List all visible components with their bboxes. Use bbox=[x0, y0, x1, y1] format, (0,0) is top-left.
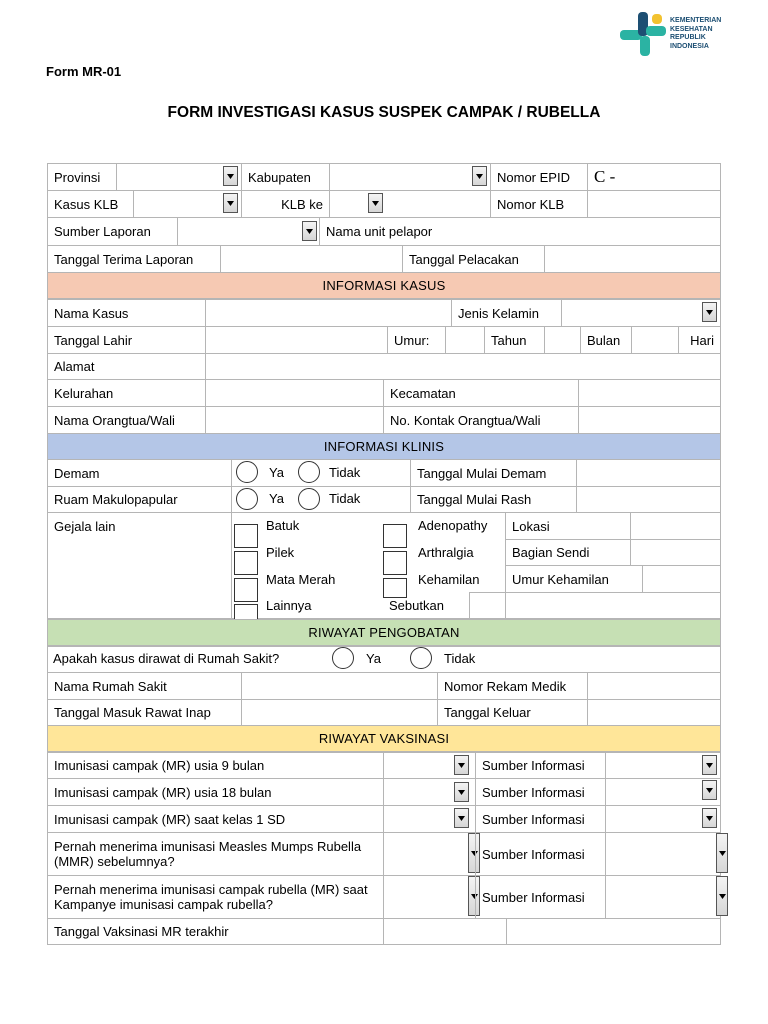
vaksin-field[interactable] bbox=[383, 875, 476, 919]
dirawat-ya-label: Ya bbox=[366, 651, 381, 666]
sumber-informasi-label: Sumber Informasi bbox=[475, 832, 606, 876]
kasus-klb-label: Kasus KLB bbox=[47, 190, 134, 218]
umur-bulan-field[interactable] bbox=[544, 326, 581, 354]
adenopathy-label: Adenopathy bbox=[418, 518, 488, 533]
sumber-laporan-field[interactable] bbox=[177, 217, 320, 246]
chevron-down-icon bbox=[227, 201, 234, 206]
chevron-down-icon bbox=[372, 201, 379, 206]
sumber-informasi-field[interactable] bbox=[605, 832, 721, 876]
demam-label: Demam bbox=[47, 459, 232, 487]
sebutkan-field[interactable] bbox=[469, 592, 721, 619]
provinsi-dropdown-button[interactable] bbox=[223, 166, 238, 186]
logo-line: KEMENTERIAN bbox=[670, 17, 722, 24]
batuk-checkbox[interactable] bbox=[234, 524, 258, 548]
sumber-informasi-label: Sumber Informasi bbox=[475, 752, 606, 779]
tanggal-pelacakan-field[interactable] bbox=[544, 245, 721, 273]
sebutkan-label: Sebutkan bbox=[389, 598, 444, 613]
kehamilan-checkbox[interactable] bbox=[383, 578, 407, 598]
lainnya-label: Lainnya bbox=[266, 598, 312, 613]
kemenkes-logo bbox=[620, 10, 730, 60]
tgl-mulai-rash-label: Tanggal Mulai Rash bbox=[410, 486, 577, 513]
vaksin-row-label: Pernah menerima imunisasi campak rubella (MR) saat Kampanye imunisasi campak rubella? bbox=[47, 875, 384, 919]
lokasi-label: Lokasi bbox=[505, 512, 631, 540]
logo-line: REPUBLIK bbox=[670, 34, 706, 41]
demam-ya-label: Ya bbox=[269, 465, 284, 480]
tgl-masuk-label: Tanggal Masuk Rawat Inap bbox=[47, 699, 242, 726]
lokasi-field[interactable] bbox=[630, 512, 721, 540]
logo-line: INDONESIA bbox=[670, 42, 709, 50]
nama-unit-pelapor-label: Nama unit pelapor bbox=[319, 217, 721, 246]
tgl-keluar-field[interactable] bbox=[587, 699, 721, 726]
chevron-down-icon bbox=[227, 174, 234, 179]
sumber-laporan-label: Sumber Laporan bbox=[47, 217, 178, 246]
kabupaten-label: Kabupaten bbox=[241, 163, 330, 191]
tgl-masuk-field[interactable] bbox=[241, 699, 438, 726]
mata-merah-checkbox[interactable] bbox=[234, 578, 258, 602]
section-riwayat-pengobatan: RIWAYAT PENGOBATAN bbox=[47, 619, 721, 646]
chevron-down-icon bbox=[706, 816, 713, 821]
jenis-kelamin-dropdown-button[interactable] bbox=[702, 302, 717, 322]
vaksin-row-label: Imunisasi campak (MR) saat kelas 1 SD bbox=[47, 805, 384, 833]
chevron-down-icon bbox=[458, 763, 465, 768]
logo-line: KESEHATAN bbox=[670, 25, 713, 33]
chevron-down-icon bbox=[458, 816, 465, 821]
tahun-label: Tahun bbox=[484, 326, 545, 354]
nama-rs-field[interactable] bbox=[241, 672, 438, 700]
batuk-label: Batuk bbox=[266, 518, 300, 533]
sumber-informasi-label: Sumber Informasi bbox=[475, 805, 606, 833]
tgl-vaksinasi-terakhir-label: Tanggal Vaksinasi MR terakhir bbox=[47, 918, 384, 945]
umur-kehamilan-label: Umur Kehamilan bbox=[505, 565, 643, 593]
vaksin-row-label: Imunisasi campak (MR) usia 9 bulan bbox=[47, 752, 384, 779]
ruam-tidak-radio[interactable] bbox=[298, 488, 320, 510]
vaksin-dropdown-button[interactable] bbox=[454, 808, 469, 828]
chevron-down-icon bbox=[719, 851, 726, 856]
pilek-checkbox[interactable] bbox=[234, 551, 258, 575]
nama-orangtua-field[interactable] bbox=[205, 406, 384, 434]
nomor-rekam-label: Nomor Rekam Medik bbox=[437, 672, 588, 700]
hari-label: Hari bbox=[678, 326, 721, 354]
vaksin-row-label: Imunisasi campak (MR) usia 18 bulan bbox=[47, 778, 384, 806]
kelurahan-field[interactable] bbox=[205, 379, 384, 407]
tanggal-terima-label: Tanggal Terima Laporan bbox=[47, 245, 221, 273]
sumber-dropdown-button[interactable] bbox=[702, 755, 717, 775]
chevron-down-icon bbox=[719, 894, 726, 899]
umur-hari-field[interactable] bbox=[631, 326, 679, 354]
klb-ke-dropdown-button[interactable] bbox=[368, 193, 383, 213]
kontak-orangtua-field[interactable] bbox=[578, 406, 721, 434]
vaksin-field[interactable] bbox=[383, 832, 476, 876]
demam-tidak-radio[interactable] bbox=[298, 461, 320, 483]
jenis-kelamin-label: Jenis Kelamin bbox=[451, 299, 562, 327]
kabupaten-field[interactable] bbox=[329, 163, 491, 191]
kabupaten-dropdown-button[interactable] bbox=[472, 166, 487, 186]
pilek-label: Pilek bbox=[266, 545, 295, 560]
bulan-label: Bulan bbox=[580, 326, 632, 354]
logo-text bbox=[670, 17, 721, 51]
nama-orangtua-label: Nama Orangtua/Wali bbox=[47, 406, 206, 434]
nama-kasus-field[interactable] bbox=[205, 299, 452, 327]
kontak-orangtua-label: No. Kontak Orangtua/Wali bbox=[383, 406, 579, 434]
ruam-label: Ruam Makulopapular bbox=[47, 486, 232, 513]
dirawat-tidak-label: Tidak bbox=[444, 651, 476, 666]
arthralgia-checkbox[interactable] bbox=[383, 551, 407, 575]
tgl-keluar-label: Tanggal Keluar bbox=[437, 699, 588, 726]
section-informasi-klinis: INFORMASI KLINIS bbox=[47, 433, 721, 460]
kehamilan-label: Kehamilan bbox=[418, 572, 480, 587]
kasus-klb-dropdown-button[interactable] bbox=[223, 193, 238, 213]
tanggal-terima-field[interactable] bbox=[220, 245, 403, 273]
dirawat-tidak-radio[interactable] bbox=[410, 647, 432, 669]
kecamatan-label: Kecamatan bbox=[383, 379, 579, 407]
alamat-label: Alamat bbox=[47, 353, 206, 380]
arthralgia-label: Arthralgia bbox=[418, 545, 474, 560]
ruam-options bbox=[231, 486, 411, 513]
alamat-field[interactable] bbox=[205, 353, 721, 380]
section-informasi-kasus: INFORMASI KASUS bbox=[47, 272, 721, 299]
gejala-lain-label: Gejala lain bbox=[47, 512, 232, 619]
tgl-mulai-demam-label: Tanggal Mulai Demam bbox=[410, 459, 577, 487]
jenis-kelamin-field[interactable] bbox=[561, 299, 721, 327]
chevron-down-icon bbox=[458, 790, 465, 795]
nomor-epid-label: Nomor EPID bbox=[490, 163, 588, 191]
sumber-dropdown-button[interactable] bbox=[716, 876, 728, 916]
form-title: FORM INVESTIGASI KASUS SUSPEK CAMPAK / RUBELLA bbox=[167, 104, 601, 121]
sumber-informasi-label: Sumber Informasi bbox=[475, 778, 606, 806]
vaksin-row-label: Pernah menerima imunisasi Measles Mumps Rubella (MMR) sebelumnya? bbox=[47, 832, 384, 876]
tanggal-pelacakan-label: Tanggal Pelacakan bbox=[402, 245, 545, 273]
umur-kehamilan-field[interactable] bbox=[642, 565, 721, 593]
form-code: Form MR-01 bbox=[46, 64, 122, 79]
kemenkes-emblem-icon bbox=[620, 10, 668, 58]
sumber-informasi-label: Sumber Informasi bbox=[475, 875, 606, 919]
sumber-dropdown-button[interactable] bbox=[716, 833, 728, 873]
vaksin-dropdown-button[interactable] bbox=[454, 755, 469, 775]
nama-kasus-label: Nama Kasus bbox=[47, 299, 206, 327]
umur-label: Umur: bbox=[387, 326, 446, 354]
dirawat-question: Apakah kasus dirawat di Rumah Sakit? bbox=[53, 651, 280, 666]
chevron-down-icon bbox=[706, 310, 713, 315]
tgl-mulai-rash-field[interactable] bbox=[576, 486, 721, 513]
tgl-vaksinasi-extra-field[interactable] bbox=[506, 918, 721, 945]
chevron-down-icon bbox=[306, 229, 313, 234]
sumber-informasi-field[interactable] bbox=[605, 875, 721, 919]
provinsi-label: Provinsi bbox=[47, 163, 117, 191]
nomor-epid-field[interactable]: C - bbox=[587, 163, 721, 191]
umur-tahun-field[interactable] bbox=[445, 326, 485, 354]
chevron-down-icon bbox=[476, 174, 483, 179]
tanggal-lahir-field[interactable] bbox=[205, 326, 388, 354]
klb-ke-field[interactable] bbox=[329, 190, 491, 218]
vaksin-dropdown-button[interactable] bbox=[454, 782, 469, 802]
sumber-laporan-dropdown-button[interactable] bbox=[302, 221, 317, 241]
demam-options bbox=[231, 459, 411, 487]
kecamatan-field[interactable] bbox=[578, 379, 721, 407]
kelurahan-label: Kelurahan bbox=[47, 379, 206, 407]
chevron-down-icon bbox=[706, 788, 713, 793]
bagian-sendi-label: Bagian Sendi bbox=[505, 539, 631, 566]
ruam-ya-label: Ya bbox=[269, 491, 284, 506]
tgl-vaksinasi-terakhir-field[interactable] bbox=[383, 918, 507, 945]
ruam-ya-radio[interactable] bbox=[236, 488, 258, 510]
nomor-klb-label: Nomor KLB bbox=[490, 190, 588, 218]
section-riwayat-vaksinasi: RIWAYAT VAKSINASI bbox=[47, 725, 721, 752]
nama-rs-label: Nama Rumah Sakit bbox=[47, 672, 242, 700]
ruam-tidak-label: Tidak bbox=[329, 491, 361, 506]
tanggal-lahir-label: Tanggal Lahir bbox=[47, 326, 206, 354]
klb-ke-label: KLB ke bbox=[241, 190, 330, 218]
sumber-dropdown-button[interactable] bbox=[702, 808, 717, 828]
demam-ya-radio[interactable] bbox=[236, 461, 258, 483]
sumber-dropdown-button[interactable] bbox=[702, 780, 717, 800]
tgl-mulai-demam-field[interactable] bbox=[576, 459, 721, 487]
bagian-sendi-field[interactable] bbox=[630, 539, 721, 566]
demam-tidak-label: Tidak bbox=[329, 465, 361, 480]
chevron-down-icon bbox=[706, 763, 713, 768]
dirawat-ya-radio[interactable] bbox=[332, 647, 354, 669]
nomor-rekam-field[interactable] bbox=[587, 672, 721, 700]
mata-merah-label: Mata Merah bbox=[266, 572, 336, 587]
adenopathy-checkbox[interactable] bbox=[383, 524, 407, 548]
lainnya-checkbox[interactable] bbox=[234, 604, 258, 619]
nomor-klb-field[interactable] bbox=[587, 190, 721, 218]
